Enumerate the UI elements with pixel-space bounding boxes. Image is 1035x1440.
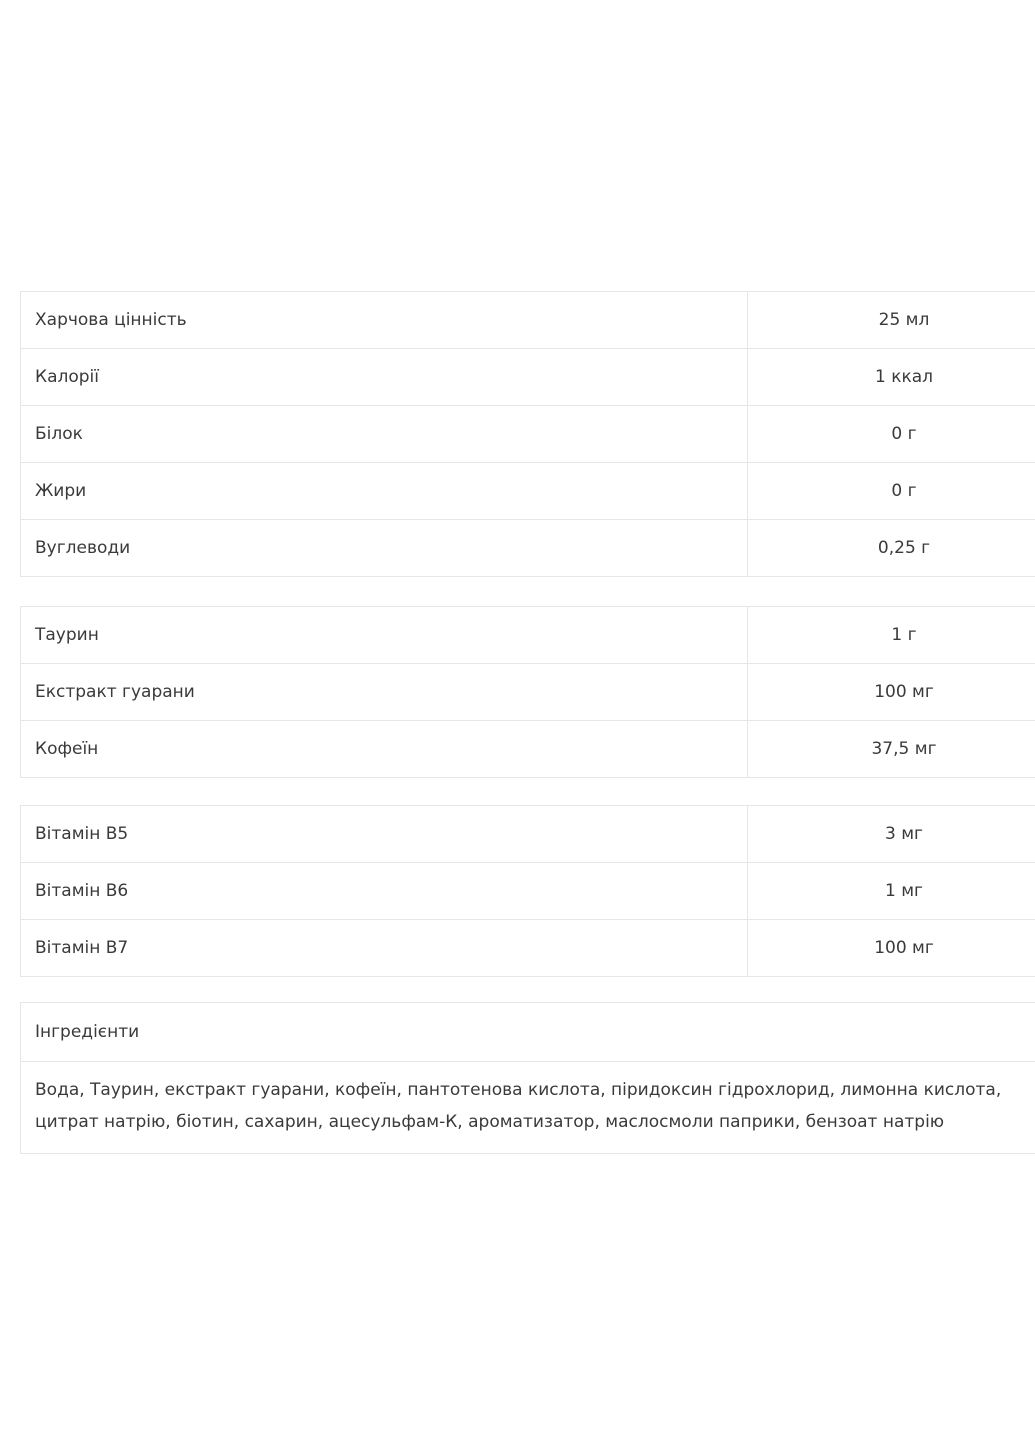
row-label: Таурин: [21, 607, 748, 664]
row-label: Вітамін B5: [21, 806, 748, 863]
row-label: Білок: [21, 406, 748, 463]
row-value: 0,25 г: [748, 520, 1035, 577]
row-value: 1 г: [748, 607, 1035, 664]
row-label: Харчова цінність: [21, 292, 748, 349]
table-row: [21, 863, 1035, 920]
row-value: 3 мг: [748, 806, 1035, 863]
table-row: [21, 463, 1035, 520]
row-label: Калорії: [21, 349, 748, 406]
row-value: 37,5 мг: [748, 721, 1035, 778]
nutrition-table: [20, 291, 1035, 577]
row-value: 0 г: [748, 463, 1035, 520]
row-value: 0 г: [748, 406, 1035, 463]
row-label: Жири: [21, 463, 748, 520]
table-row: [21, 292, 1035, 349]
table-row: [21, 406, 1035, 463]
table-row: [21, 1062, 1035, 1154]
actives-table: [20, 606, 1035, 778]
table-row: [21, 1003, 1035, 1062]
table-row: [21, 520, 1035, 577]
vitamins-table: [20, 805, 1035, 977]
ingredients-heading: Інгредієнти: [21, 1003, 1035, 1062]
row-label: Вітамін B7: [21, 920, 748, 977]
ingredients-text: Вода, Таурин, екстракт гуарани, кофеїн, пантотенова кислота, піридоксин гідрохлорид, лимонна кислота, цитрат натрію, біотин, сахарин, ацесульфам-К, ароматизатор, маслосмоли паприки, бензоат натрію: [21, 1062, 1035, 1154]
row-label: Екстракт гуарани: [21, 664, 748, 721]
table-row: [21, 721, 1035, 778]
row-value: 1 мг: [748, 863, 1035, 920]
table-row: [21, 607, 1035, 664]
ingredients-table: [20, 1002, 1035, 1154]
table-row: [21, 664, 1035, 721]
row-value: 1 ккал: [748, 349, 1035, 406]
row-label: Кофеїн: [21, 721, 748, 778]
table-row: [21, 920, 1035, 977]
row-label: Вітамін B6: [21, 863, 748, 920]
row-value: 100 мг: [748, 664, 1035, 721]
row-value: 100 мг: [748, 920, 1035, 977]
table-row: [21, 349, 1035, 406]
row-label: Вуглеводи: [21, 520, 748, 577]
table-row: [21, 806, 1035, 863]
row-value: 25 мл: [748, 292, 1035, 349]
